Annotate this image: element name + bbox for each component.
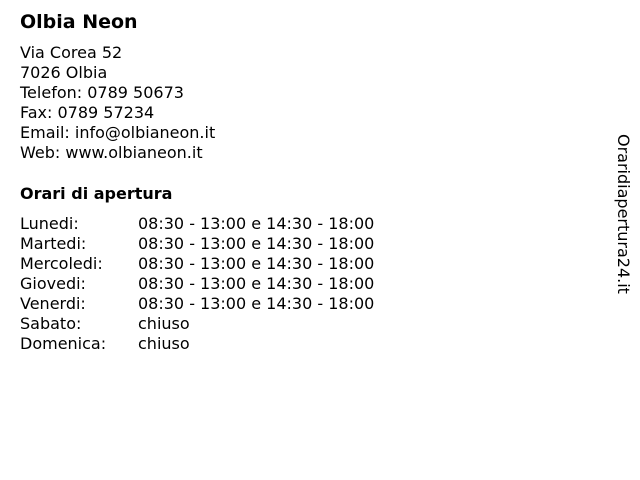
opening-hours-heading: Orari di apertura (20, 184, 173, 203)
day-label: Martedi: (20, 234, 87, 253)
hours-value: chiuso (138, 314, 190, 333)
hours-row-friday (20, 294, 374, 314)
day-label: Sabato: (20, 314, 82, 333)
hours-value: 08:30 - 13:00 e 14:30 - 18:00 (138, 214, 375, 233)
hours-value: 08:30 - 13:00 e 14:30 - 18:00 (138, 274, 375, 293)
day-label: Lunedi: (20, 214, 79, 233)
day-label: Mercoledi: (20, 254, 103, 273)
hours-row-thursday (20, 274, 374, 294)
hours-value: 08:30 - 13:00 e 14:30 - 18:00 (138, 234, 375, 253)
hours-row-tuesday (20, 234, 374, 254)
hours-value: chiuso (138, 334, 190, 353)
hours-row-saturday (20, 314, 374, 334)
city-postal-code: 7026 Olbia (20, 63, 108, 82)
hours-value: 08:30 - 13:00 e 14:30 - 18:00 (138, 254, 375, 273)
hours-row-sunday (20, 334, 374, 354)
phone-number: Telefon: 0789 50673 (20, 83, 184, 102)
day-label: Domenica: (20, 334, 107, 353)
fax-number: Fax: 0789 57234 (20, 103, 155, 122)
business-name: Olbia Neon (20, 11, 138, 33)
site-watermark: Oraridiapertura24.it (614, 134, 633, 294)
website-address: Web: www.olbianeon.it (20, 143, 203, 162)
address-block (20, 43, 215, 163)
street-address: Via Corea 52 (20, 43, 123, 62)
day-label: Venerdi: (20, 294, 86, 313)
hours-row-monday (20, 214, 374, 234)
opening-hours-table (20, 214, 374, 354)
email-address: Email: info@olbianeon.it (20, 123, 216, 142)
hours-value: 08:30 - 13:00 e 14:30 - 18:00 (138, 294, 375, 313)
hours-row-wednesday (20, 254, 374, 274)
day-label: Giovedi: (20, 274, 86, 293)
